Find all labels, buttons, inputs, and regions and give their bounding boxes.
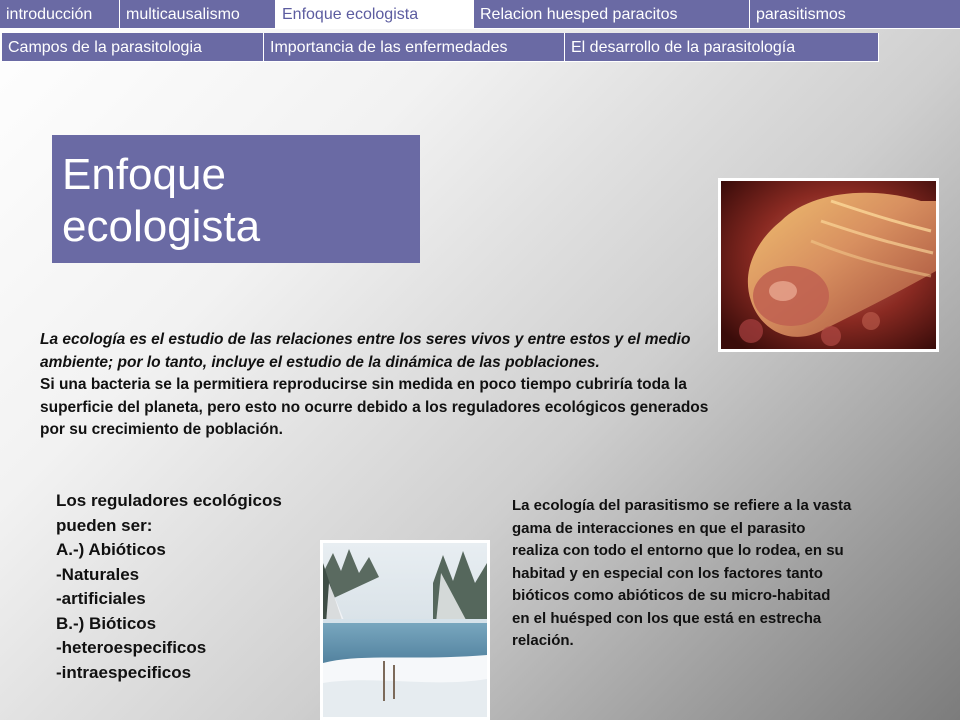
regulators-line: Los reguladores ecológicos <box>56 491 282 510</box>
regulators-line: -artificiales <box>56 589 146 608</box>
parasitism-ecology-note: La ecología del parasitismo se refiere a la vasta gama de interacciones en que el parasito realiza con todo el entorno que lo rodea, en su habitad y en especial con los factores tanto bióticos como abióticos de su micro-habitad en el huésped con los que está en estrecha relación. <box>512 497 852 649</box>
tab-multicausalismo[interactable]: multicausalismo <box>120 0 276 29</box>
tab-introduccion[interactable]: introducción <box>0 0 120 29</box>
parasite-photo <box>718 178 939 352</box>
regulators-line: pueden ser: <box>56 515 153 535</box>
definition-text: La ecología es el estudio de las relaciones entre los seres vivos y entre estos y el medio ambiente; por lo tanto, incluye el estudio de la dinámica de las poblaciones. <box>40 331 691 371</box>
tab-el-desarrollo-de-la-parasitologia[interactable]: El desarrollo de la parasitología <box>565 33 879 62</box>
page-title-line-1: Enfoque <box>62 150 226 199</box>
page-title <box>52 135 420 263</box>
regulators-line: A.-) Abióticos <box>56 540 166 559</box>
snowy-lake-image <box>323 543 487 717</box>
parasite-micrograph-image <box>721 181 936 349</box>
tab-importancia-de-las-enfermedades[interactable]: Importancia de las enfermedades <box>264 33 565 62</box>
intro-paragraph <box>40 329 720 442</box>
regulators-line: -heteroespecificos <box>56 638 207 657</box>
page-title-line-2: ecologista <box>62 202 261 251</box>
regulators-line: -intraespecificos <box>56 662 192 682</box>
lake-photo <box>320 540 490 720</box>
tab-parasitismos[interactable]: parasitismos <box>750 0 960 29</box>
nav-row-2 <box>2 33 879 62</box>
tab-enfoque-ecologista[interactable]: Enfoque ecologista <box>276 0 474 29</box>
regulators-line: -Naturales <box>56 564 140 584</box>
tab-campos-de-la-parasitologia[interactable]: Campos de la parasitologia <box>2 33 264 62</box>
bacteria-text: Si una bacteria se la permitiera reproducirse sin medida en poco tiempo cubriría toda la superficie del planeta, pero esto no ocurre debido a los reguladores ecológicos generados por su crecimiento de población. <box>40 376 709 438</box>
regulators-list <box>56 489 356 685</box>
regulators-line: B.-) Bióticos <box>56 613 157 633</box>
tab-relacion-huesped-paracitos[interactable]: Relacion huesped paracitos <box>474 0 750 29</box>
nav-row-1 <box>0 0 960 29</box>
